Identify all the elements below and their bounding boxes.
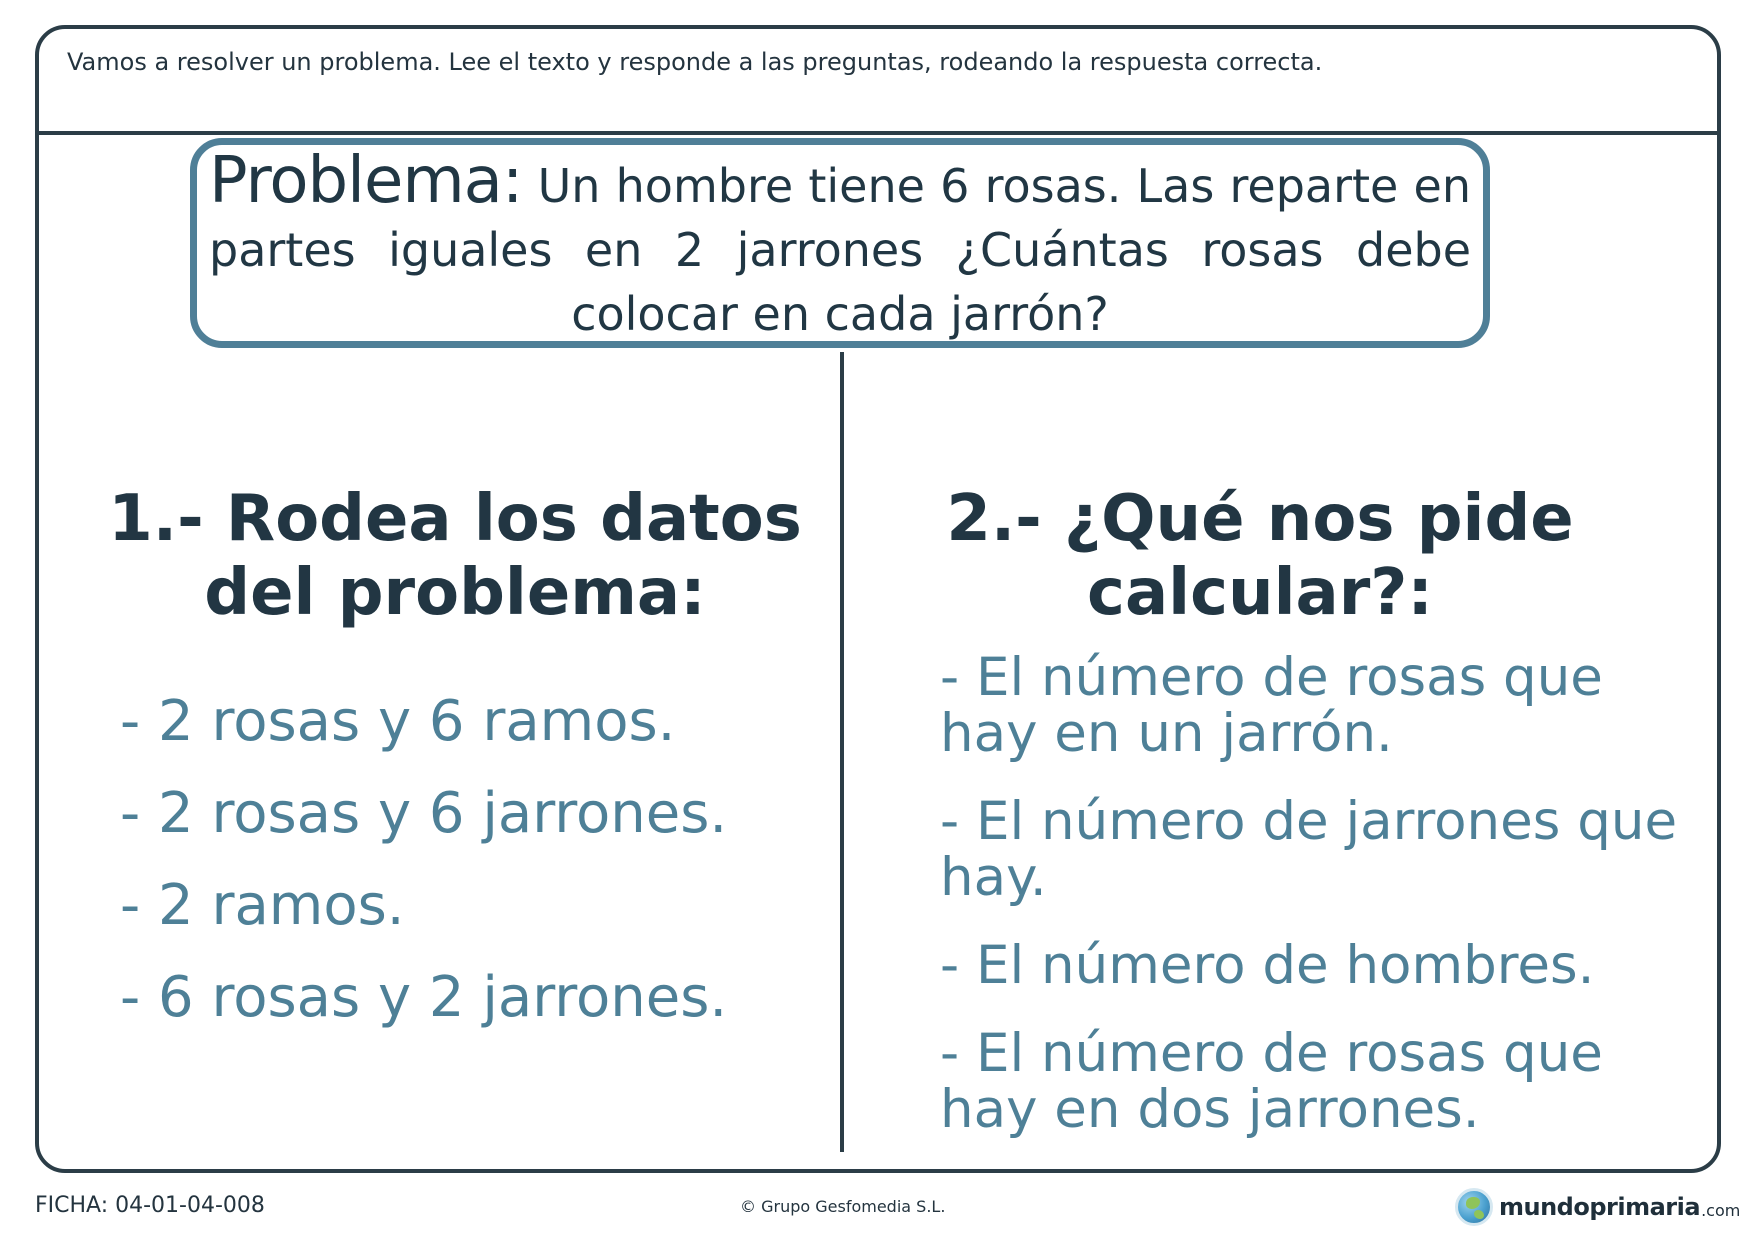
question-2-title-line-1: 2.- ¿Qué nos pide [946,482,1574,556]
answer-option[interactable]: - El número de hombres. [940,935,1595,996]
question-1-options [120,690,840,1058]
header-divider [39,131,1717,135]
instructions-text: Vamos a resolver un problema. Lee el texto y responde a las preguntas, rodeando la respuesta correcta. [67,48,1323,76]
problem-text: Un hombre tiene 6 rosas. Las reparte en partes iguales en 2 jarrones ¿Cuántas rosas debe colocar en cada jarrón? [209,159,1472,341]
problem-label: Problema: [209,144,523,218]
question-1-title-line-1: 1.- Rodea los datos [108,482,802,556]
question-2-title [890,482,1630,630]
answer-option[interactable]: - El número de rosas que hay en un jarrón. [940,647,1603,764]
answer-option[interactable]: - 2 ramos. [120,873,405,938]
mundoprimaria-logo [1455,1187,1740,1227]
problem-box [190,138,1490,348]
ficha-code: FICHA: 04-01-04-008 [35,1193,265,1218]
logo-tld-text: .com [1701,1200,1741,1220]
question-1-title-line-2: del problema: [204,556,706,630]
copyright-text: © Grupo Gesfomedia S.L. [740,1197,946,1216]
logo-main-text: mundoprimaria [1499,1193,1701,1221]
answer-option[interactable]: - 2 rosas y 6 ramos. [120,689,676,754]
column-divider [840,352,844,1152]
answer-option[interactable]: - El número de jarrones que hay. [940,791,1678,908]
question-1-title [95,482,815,630]
globe-icon [1455,1188,1493,1226]
answer-option[interactable]: - 6 rosas y 2 jarrones. [120,965,728,1030]
question-2-title-line-2: calcular?: [1087,556,1433,630]
answer-option[interactable]: - 2 rosas y 6 jarrones. [120,781,728,846]
answer-option[interactable]: - El número de rosas que hay en dos jarrones. [940,1023,1603,1140]
question-2-options [940,647,1700,1170]
